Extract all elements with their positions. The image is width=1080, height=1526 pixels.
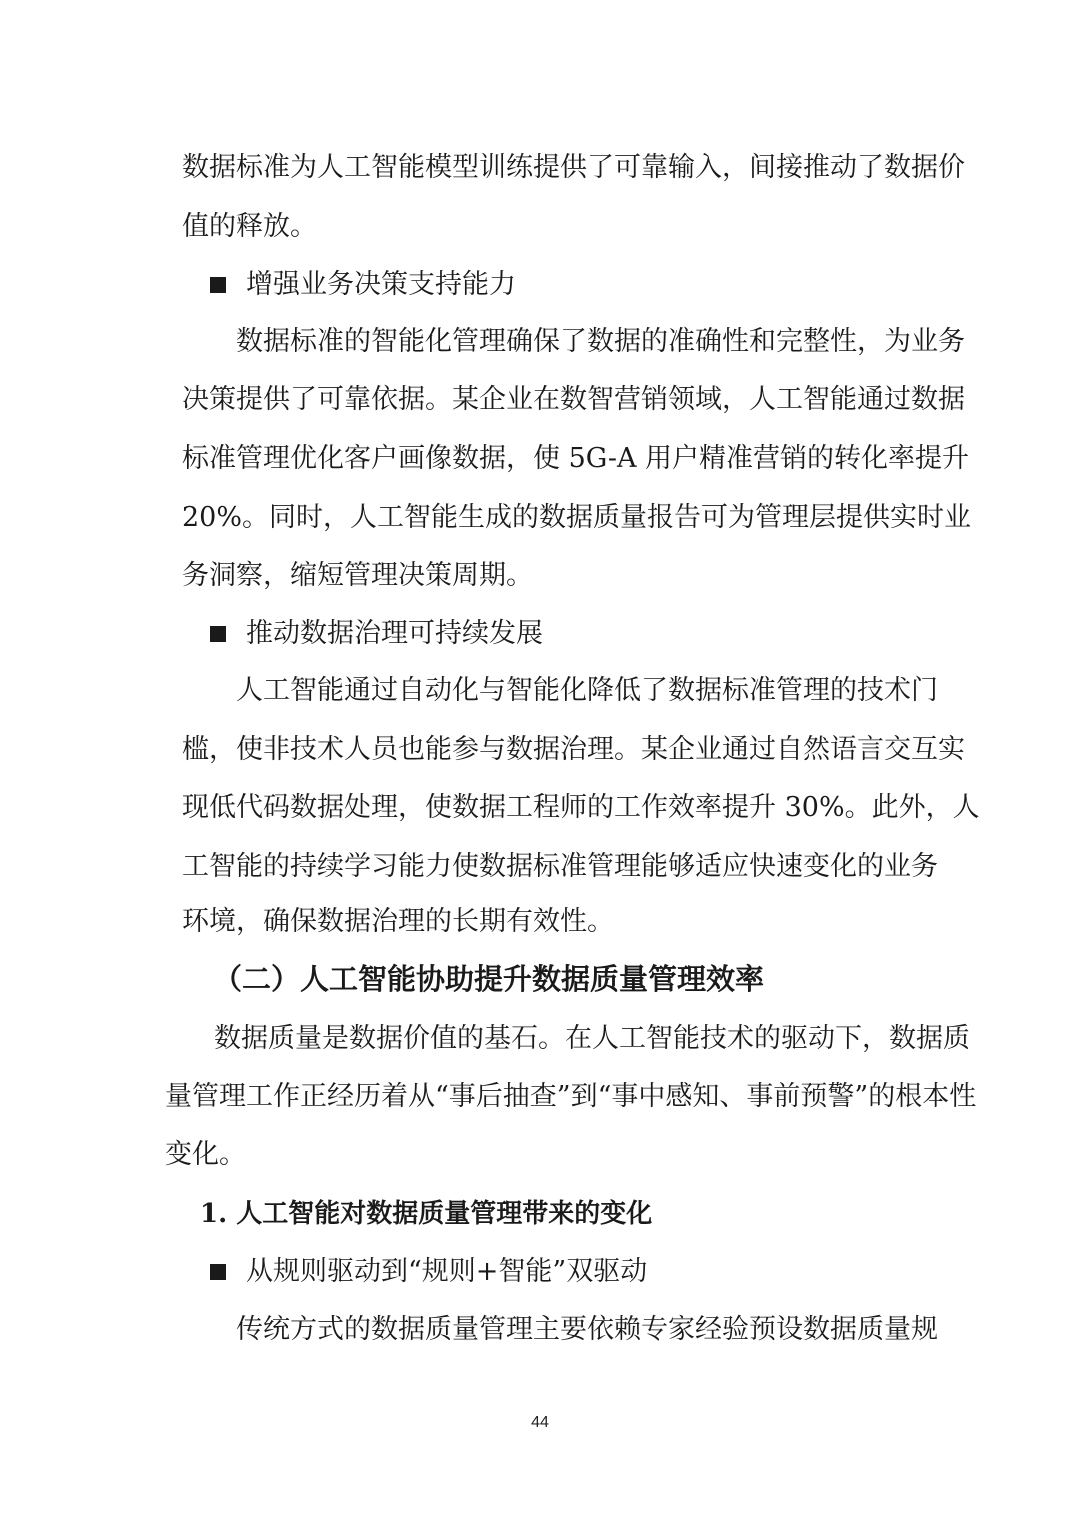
square-bullet-icon bbox=[210, 1264, 226, 1280]
bullet-heading-dual-drive bbox=[210, 1255, 647, 1289]
section-heading: （二）人工智能协助提升数据质量管理效率 bbox=[213, 962, 765, 996]
paragraph-line: 环境，确保数据治理的长期有效性。 bbox=[182, 906, 614, 937]
bullet-heading-decision bbox=[210, 268, 516, 302]
bullet-heading-text: 推动数据治理可持续发展 bbox=[246, 618, 543, 649]
paragraph-line: 量管理工作正经历着从“事后抽查”到“事中感知、事前预警”的根本性 bbox=[165, 1081, 977, 1112]
paragraph-line: 传统方式的数据质量管理主要依赖专家经验预设数据质量规 bbox=[236, 1314, 938, 1345]
paragraph-line: 务洞察，缩短管理决策周期。 bbox=[182, 560, 533, 591]
paragraph-line: 数据标准为人工智能模型训练提供了可靠输入，间接推动了数据价 bbox=[182, 152, 965, 183]
paragraph-line: 值的释放。 bbox=[182, 211, 317, 242]
paragraph-line: 数据标准的智能化管理确保了数据的准确性和完整性，为业务 bbox=[236, 326, 965, 357]
paragraph-line: 现低代码数据处理，使数据工程师的工作效率提升 30%。此外，人 bbox=[182, 792, 980, 823]
paragraph-line: 人工智能通过自动化与智能化降低了数据标准管理的技术门 bbox=[236, 675, 938, 706]
paragraph-line: 数据质量是数据价值的基石。在人工智能技术的驱动下，数据质 bbox=[214, 1023, 970, 1054]
paragraph-line: 决策提供了可靠依据。某企业在数智营销领域，人工智能通过数据 bbox=[182, 384, 965, 415]
paragraph-line: 20%。同时，人工智能生成的数据质量报告可为管理层提供实时业 bbox=[182, 502, 972, 533]
page-number: 44 bbox=[531, 1414, 549, 1431]
bullet-heading-text: 增强业务决策支持能力 bbox=[246, 269, 516, 300]
paragraph-line: 工智能的持续学习能力使数据标准管理能够适应快速变化的业务 bbox=[182, 851, 938, 882]
square-bullet-icon bbox=[210, 277, 226, 293]
subsection-heading: 1. 人工智能对数据质量管理带来的变化 bbox=[200, 1199, 653, 1229]
bullet-heading-text: 从规则驱动到“规则+智能”双驱动 bbox=[246, 1256, 648, 1287]
bullet-heading-governance bbox=[210, 617, 543, 651]
paragraph-line: 标准管理优化客户画像数据，使 5G-A 用户精准营销的转化率提升 bbox=[182, 443, 970, 474]
square-bullet-icon bbox=[210, 626, 226, 642]
paragraph-line: 槛，使非技术人员也能参与数据治理。某企业通过自然语言交互实 bbox=[182, 734, 965, 765]
paragraph-line: 变化。 bbox=[165, 1139, 246, 1170]
